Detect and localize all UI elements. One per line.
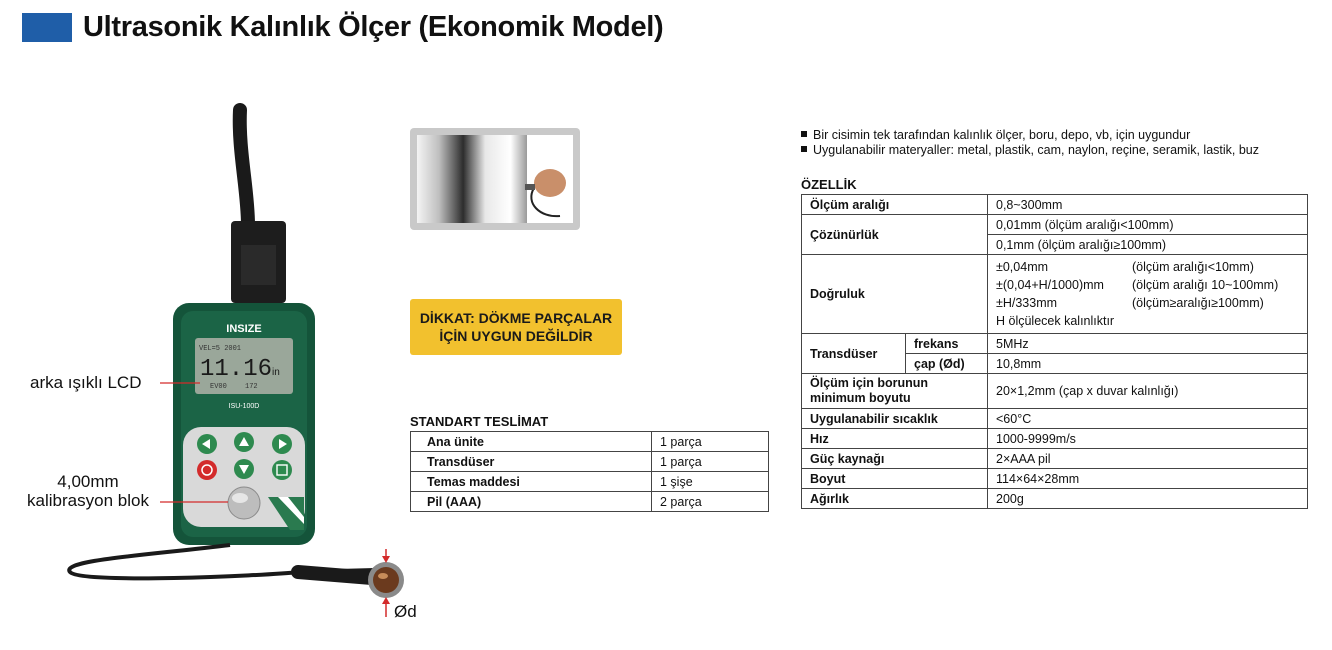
callout-lcd: arka ışıklı LCD — [30, 373, 142, 392]
spec-value: 114×64×28mm — [988, 469, 1308, 489]
table-row — [802, 449, 1308, 469]
list-item — [801, 143, 1259, 158]
table-row — [411, 472, 769, 492]
accuracy-value: ±(0,04+H/1000)mm — [996, 278, 1104, 292]
thickness-gauge-illustration — [0, 95, 420, 625]
standard-delivery-heading: STANDART TESLİMAT — [410, 414, 549, 429]
callout-block-line2: kalibrasyon blok — [27, 491, 149, 510]
list-item — [801, 128, 1259, 143]
accuracy-condition: (ölçüm aralığı<10mm) — [1132, 260, 1254, 274]
table-row — [802, 374, 1308, 409]
table-row — [802, 409, 1308, 429]
accuracy-value: ±0,04mm — [996, 260, 1049, 274]
delivery-qty: 1 parça — [652, 452, 769, 472]
specs-heading: ÖZELLİK — [801, 177, 857, 192]
accuracy-value: ±H/333mm — [996, 296, 1058, 310]
brand-logo: INSIZE — [226, 323, 262, 335]
spec-value: 10,8mm — [988, 354, 1308, 374]
spec-value: 0,01mm (ölçüm aralığı<100mm) — [988, 215, 1308, 235]
page-title: Ultrasonik Kalınlık Ölçer (Ekonomik Model) — [83, 11, 664, 43]
table-row — [802, 215, 1308, 235]
table-row — [802, 334, 1308, 354]
lcd-unit: in — [272, 367, 280, 378]
spec-value: 20×1,2mm (çap x duvar kalınlığı) — [988, 374, 1308, 409]
warning-line1: DİKKAT: DÖKME PARÇALAR — [419, 310, 613, 326]
table-row — [802, 195, 1308, 215]
table-row — [411, 432, 769, 452]
standard-delivery-table — [410, 431, 769, 512]
warning-banner — [410, 299, 622, 355]
spec-label: Uygulanabilir sıcaklık — [802, 409, 988, 429]
spec-label: Hız — [802, 429, 988, 449]
title-accent-bar — [22, 13, 72, 42]
spec-label-line2: minimum boyutu — [810, 391, 911, 405]
delivery-item: Pil (AAA) — [411, 492, 652, 512]
spec-label-line1: Ölçüm için borunun — [810, 376, 929, 390]
model-label: ISU-100D — [228, 403, 260, 410]
feature-list — [801, 128, 1259, 158]
spec-value: 5MHz — [988, 334, 1308, 354]
specs-table — [801, 194, 1308, 509]
accuracy-note: H ölçülecek kalınlıktır — [996, 314, 1115, 328]
spec-label: Doğruluk — [802, 255, 988, 334]
warning-line2: İÇİN UYGUN DEĞİLDİR — [439, 328, 593, 344]
spec-label: Güç kaynağı — [802, 449, 988, 469]
table-row — [802, 489, 1308, 509]
delivery-qty: 1 parça — [652, 432, 769, 452]
lcd-top-text: VEL=5 2001 — [199, 345, 242, 353]
spec-label — [802, 374, 988, 409]
delivery-item: Temas maddesi — [411, 472, 652, 492]
table-row — [411, 452, 769, 472]
delivery-item: Ana ünite — [411, 432, 652, 452]
spec-value: 0,1mm (ölçüm aralığı≥100mm) — [988, 235, 1308, 255]
table-row — [802, 255, 1308, 334]
table-row — [802, 469, 1308, 489]
spec-label: Çözünürlük — [802, 215, 988, 255]
pipe-measurement-photo — [410, 128, 580, 230]
spec-value: 200g — [988, 489, 1308, 509]
lcd-bottom-mid: 172 — [245, 383, 258, 391]
spec-sublabel: çap (Ød) — [906, 354, 988, 374]
accuracy-condition: (ölçüm aralığı 10~100mm) — [1132, 278, 1279, 292]
spec-value: <60°C — [988, 409, 1308, 429]
spec-value: 2×AAA pil — [988, 449, 1308, 469]
delivery-item: Transdüser — [411, 452, 652, 472]
callout-diameter: Ød — [394, 602, 417, 621]
table-row — [802, 429, 1308, 449]
spec-value: 1000-9999m/s — [988, 429, 1308, 449]
feature-text: Bir cisimin tek tarafından kalınlık ölçer, boru, depo, vb, için uygundur — [813, 128, 1191, 142]
spec-sublabel: frekans — [906, 334, 988, 354]
delivery-qty: 1 şişe — [652, 472, 769, 492]
delivery-qty: 2 parça — [652, 492, 769, 512]
lcd-bottom-left: EV00 — [210, 383, 227, 391]
feature-text: Uygulanabilir materyaller: metal, plastik, cam, naylon, reçine, seramik, lastik, buz — [813, 143, 1260, 157]
spec-value: 0,8~300mm — [988, 195, 1308, 215]
callout-block-line1: 4,00mm — [57, 472, 119, 491]
callout-calibration-block — [20, 472, 156, 510]
spec-label: Transdüser — [802, 334, 906, 374]
lcd-value: 11.16 — [200, 356, 273, 383]
spec-label: Boyut — [802, 469, 988, 489]
spec-value-accuracy — [988, 255, 1308, 334]
spec-label: Ölçüm aralığı — [802, 195, 988, 215]
table-row — [411, 492, 769, 512]
accuracy-condition: (ölçüm≥aralığı≥100mm) — [1132, 296, 1264, 310]
spec-label: Ağırlık — [802, 489, 988, 509]
